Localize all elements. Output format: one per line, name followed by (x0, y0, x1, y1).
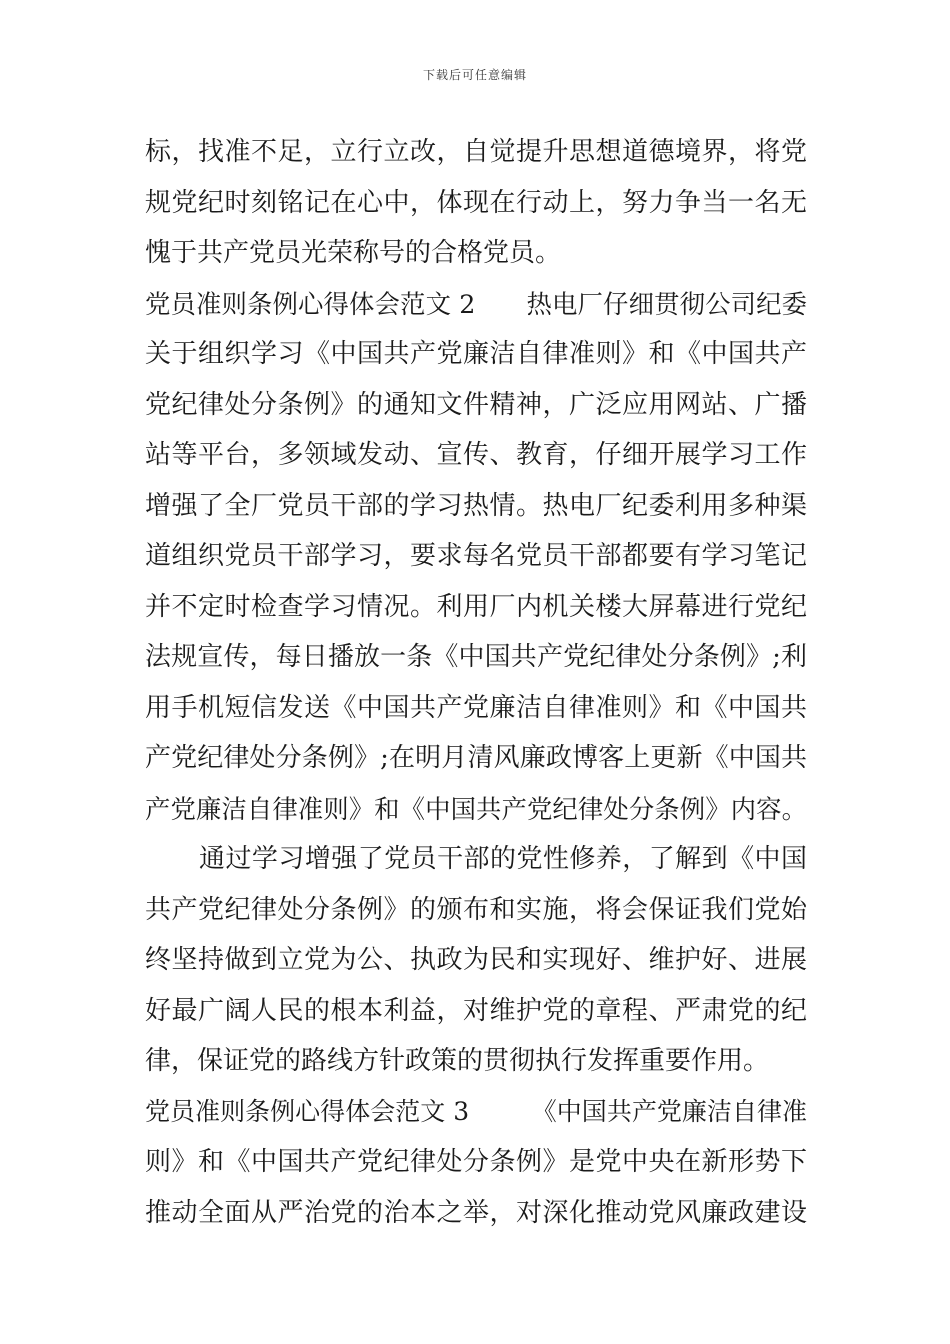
text-line: 站等平台，多领域发动、宣传、教育，仔细开展学习工作 (145, 440, 807, 470)
paragraph-start-line: 通过学习增强了党员干部的党性修养，了解到《中国 (199, 844, 807, 874)
text-line: 规党纪时刻铭记在心中，体现在行动上，努力争当一名无 (145, 187, 807, 218)
text-line: 产党纪律处分条例》;在明月清风廉政博客上更新《中国共 (145, 743, 807, 773)
text-line: 愧于共产党员光荣称号的合格党员。 (145, 238, 562, 268)
text-line: 党纪律处分条例》的通知文件精神，广泛应用网站、广播 (145, 389, 807, 420)
section-heading-line: 党员准则条例心得体会范文 2 热电厂仔细贯彻公司纪委 (145, 288, 807, 319)
text-line: 标，找准不足，立行立改，自觉提升思想道德境界，将党 (145, 137, 807, 167)
text-line: 好最广阔人民的根本利益，对维护党的章程、严肃党的纪 (145, 995, 807, 1026)
section-heading-line: 党员准则条例心得体会范文 3 《中国共产党廉洁自律准 (145, 1096, 807, 1126)
text-line: 用手机短信发送《中国共产党廉洁自律准则》和《中国共 (145, 692, 807, 723)
text-line: 法规宣传，每日播放一条《中国共产党纪律处分条例》;利 (145, 642, 807, 672)
text-line: 并不定时检查学习情况。利用厂内机关楼大屏幕进行党纪 (145, 591, 807, 622)
page-header: 下载后可任意编辑 (422, 68, 527, 82)
text-line: 则》和《中国共产党纪律处分条例》是党中央在新形势下 (145, 1147, 807, 1177)
text-line: 终坚持做到立党为公、执政为民和实现好、维护好、进展 (145, 945, 807, 975)
text-line: 产党廉洁自律准则》和《中国共产党纪律处分条例》内容。 (145, 793, 807, 824)
text-line: 推动全面从严治党的治本之举，对深化推动党风廉政建设 (145, 1197, 807, 1228)
text-line: 增强了全厂党员干部的学习热情。热电厂纪委利用多种渠 (145, 490, 807, 521)
text-line: 共产党纪律处分条例》的颁布和实施，将会保证我们党始 (145, 894, 807, 925)
document-body (145, 130, 807, 1241)
text-line: 关于组织学习《中国共产党廉洁自律准则》和《中国共产 (145, 339, 807, 369)
text-line: 律，保证党的路线方针政策的贯彻执行发挥重要作用。 (145, 1046, 770, 1076)
text-line: 道组织党员干部学习，要求每名党员干部都要有学习笔记 (145, 541, 807, 571)
